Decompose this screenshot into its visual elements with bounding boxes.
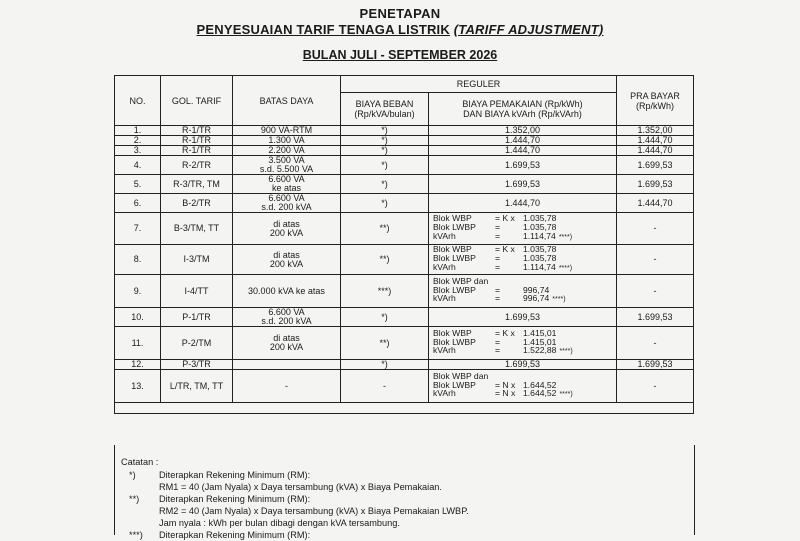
blok-label: Blok WBP xyxy=(433,327,472,338)
note-text: Diterapkan Rekening Minimum (RM): xyxy=(159,470,311,480)
cell-no: 11. xyxy=(115,327,161,360)
blok-operator: = xyxy=(495,345,501,356)
note-text: Diterapkan Rekening Minimum (RM): xyxy=(159,494,311,504)
cell-no: 5. xyxy=(115,175,161,194)
cell-gol-tarif: P-3/TR xyxy=(161,360,233,370)
blok-spacer xyxy=(509,338,523,347)
cell-gol-tarif: P-2/TM xyxy=(161,327,233,360)
blok-operator: = N x xyxy=(495,379,516,390)
cell-pra-bayar: - xyxy=(617,327,694,360)
blok-note-mark: ****) xyxy=(559,391,573,399)
notes-heading: Catatan : xyxy=(121,457,159,467)
batas-daya-line: 200 kVA xyxy=(269,342,304,352)
header-pra-bayar-unit: (Rp/kWh) xyxy=(636,100,675,111)
header-gol-tarif: GOL. TARIF xyxy=(161,76,233,126)
table-row xyxy=(115,327,694,360)
blok-value: 1.035,78 xyxy=(523,213,557,224)
batas-daya-line: 200 kVA xyxy=(269,227,304,238)
blok-value: 1.035,78 xyxy=(523,253,557,264)
blok-value: 1.035,78 xyxy=(523,244,557,255)
batas-daya-line: 6.600 VA xyxy=(268,307,305,317)
table-row xyxy=(115,308,694,327)
batas-daya-line: di atas xyxy=(273,249,300,260)
batas-daya-line: di atas xyxy=(273,333,300,343)
blok-note-mark: ****) xyxy=(552,296,566,304)
blok-operator: = xyxy=(495,284,501,295)
cell-pra-bayar: - xyxy=(617,245,694,275)
note-line xyxy=(129,494,311,505)
blok-label: Blok WBP dan xyxy=(433,275,489,286)
cell-gol-tarif: I-3/TM xyxy=(161,245,233,275)
blok-value: 1.644,52 xyxy=(523,379,557,390)
cell-no: 4. xyxy=(115,156,161,175)
cell-biaya-beban: *) xyxy=(341,308,429,327)
batas-daya-line: 6.600 VA xyxy=(268,193,305,203)
blok-value: 1.522,88 ****) xyxy=(523,345,573,356)
cell-biaya-beban: *) xyxy=(341,126,429,136)
cell-batas-daya xyxy=(233,136,341,146)
cell-no: 1. xyxy=(115,126,161,136)
cell-biaya-beban: ***) xyxy=(341,275,429,308)
blok-operator: = xyxy=(495,293,501,304)
batas-daya-line: ke atas xyxy=(271,183,302,193)
blok-operator: = xyxy=(495,230,501,241)
blok-label: Blok LWBP xyxy=(433,336,476,347)
cell-biaya-pemakaian: 1.444,70 xyxy=(429,194,617,213)
blok-value: 1.415,01 xyxy=(523,336,557,347)
blok-line xyxy=(431,389,614,400)
cell-batas-daya xyxy=(233,308,341,327)
notes-section xyxy=(114,445,695,540)
batas-daya-line: s.d. 200 kVA xyxy=(261,202,312,212)
blok-label: Blok WBP xyxy=(433,213,472,224)
cell-pra-bayar: 1.444,70 xyxy=(617,146,694,156)
doc-period xyxy=(0,48,800,62)
blok-operator: = K x xyxy=(495,213,515,224)
batas-daya-line: 30.000 kVA ke atas xyxy=(248,285,325,296)
blok-value: 1.415,01 xyxy=(523,327,557,338)
cell-batas-daya xyxy=(233,245,341,275)
cell-batas-daya xyxy=(233,194,341,213)
blok-spacer xyxy=(509,329,523,338)
blok-spacer xyxy=(509,346,523,357)
cell-biaya-pemakaian: 1.444,70 xyxy=(429,136,617,146)
cell-biaya-beban: *) xyxy=(341,136,429,146)
blok-spacer xyxy=(509,277,523,286)
blok-operator: = xyxy=(495,253,501,264)
cell-biaya-beban: *) xyxy=(341,156,429,175)
batas-daya-line: 3.500 VA xyxy=(268,155,305,165)
batas-daya-line: s.d. 200 kVA xyxy=(261,316,312,326)
cell-gol-tarif: L/TR, TM, TT xyxy=(161,370,233,403)
cell-batas-daya xyxy=(233,360,341,370)
cell-pra-bayar: 1.444,70 xyxy=(617,136,694,146)
cell-no: 2. xyxy=(115,136,161,146)
cell-batas-daya xyxy=(233,213,341,245)
blok-spacer xyxy=(509,214,523,223)
batas-daya-line: - xyxy=(285,380,288,391)
note-line xyxy=(129,530,311,541)
blok-line xyxy=(431,346,614,357)
blok-label: kVArh xyxy=(433,388,456,399)
cell-gol-tarif: B-2/TR xyxy=(161,194,233,213)
cell-biaya-pemakaian: 1.444,70 xyxy=(429,146,617,156)
blok-spacer xyxy=(509,294,523,305)
period-text: BULAN JULI - SEPTEMBER 2026 xyxy=(302,48,498,62)
cell-biaya-pemakaian: 1.699,53 xyxy=(429,175,617,194)
blok-spacer xyxy=(509,245,523,254)
cell-pra-bayar: - xyxy=(617,370,694,403)
blok-label: Blok LWBP xyxy=(433,253,476,264)
blok-line xyxy=(431,294,614,305)
note-mark: *) xyxy=(129,470,136,480)
batas-daya-line: di atas xyxy=(273,218,300,229)
cell-biaya-pemakaian-blok xyxy=(429,245,617,275)
cell-pra-bayar: - xyxy=(617,213,694,245)
blok-operator: = xyxy=(495,261,501,272)
blok-line xyxy=(431,232,614,243)
table-row xyxy=(115,126,694,136)
cell-gol-tarif: R-1/TR xyxy=(161,146,233,156)
cell-no: 13. xyxy=(115,370,161,403)
table-row xyxy=(115,156,694,175)
blok-spacer xyxy=(509,389,523,400)
header-no: NO. xyxy=(115,76,161,126)
cell-gol-tarif: P-1/TR xyxy=(161,308,233,327)
blok-value: 1.114,74 ****) xyxy=(523,230,573,241)
header-pra-bayar-label: PRA BAYAR xyxy=(630,90,680,101)
cell-no: 6. xyxy=(115,194,161,213)
cell-batas-daya xyxy=(233,327,341,360)
cell-biaya-beban: *) xyxy=(341,146,429,156)
blok-spacer xyxy=(509,223,523,232)
cell-no: 3. xyxy=(115,146,161,156)
blok-spacer xyxy=(509,286,523,295)
header-biaya-beban xyxy=(341,93,429,126)
blok-value: 1.644,52 ****) xyxy=(523,388,573,399)
blok-value: 996,74 ****) xyxy=(523,293,566,304)
blank-cell xyxy=(115,403,694,414)
header-biaya-beban-unit: (Rp/kVA/bulan) xyxy=(354,109,415,119)
table-row xyxy=(115,245,694,275)
header-pra-bayar xyxy=(617,76,694,126)
cell-gol-tarif: R-1/TR xyxy=(161,136,233,146)
table-row xyxy=(115,370,694,403)
cell-no: 8. xyxy=(115,245,161,275)
cell-batas-daya xyxy=(233,275,341,308)
cell-batas-daya xyxy=(233,175,341,194)
table-row xyxy=(115,275,694,308)
table-row xyxy=(115,360,694,370)
cell-biaya-pemakaian-blok xyxy=(429,370,617,403)
batas-daya-line: 6.600 VA xyxy=(268,174,305,184)
cell-biaya-beban: **) xyxy=(341,245,429,275)
table-row xyxy=(115,175,694,194)
doc-subtitle xyxy=(0,22,800,37)
blok-spacer xyxy=(509,232,523,243)
blok-operator: = K x xyxy=(495,244,515,255)
cell-gol-tarif: R-2/TR xyxy=(161,156,233,175)
blok-value: 1.035,78 xyxy=(523,222,557,233)
blok-spacer xyxy=(509,263,523,274)
blok-operator: = K x xyxy=(495,327,515,338)
cell-pra-bayar: 1.444,70 xyxy=(617,194,694,213)
cell-pra-bayar: - xyxy=(617,275,694,308)
note-text: Jam nyala : kWh per bulan dibagi dengan kVA tersambung. xyxy=(159,518,400,528)
cell-biaya-pemakaian: 1.699,53 xyxy=(429,156,617,175)
cell-biaya-beban: *) xyxy=(341,360,429,370)
blok-note-mark: ****) xyxy=(558,264,573,272)
cell-biaya-beban: **) xyxy=(341,327,429,360)
cell-biaya-beban: - xyxy=(341,370,429,403)
table-row xyxy=(115,213,694,245)
blok-label: Blok LWBP xyxy=(433,379,476,390)
note-mark: ***) xyxy=(129,530,143,540)
cell-batas-daya xyxy=(233,146,341,156)
note-mark: **) xyxy=(129,494,140,504)
cell-biaya-pemakaian: 1.352,00 xyxy=(429,126,617,136)
note-text: RM2 = 40 (Jam Nyala) x Daya tersambung (kVA) x Biaya Pemakaian LWBP. xyxy=(159,506,469,516)
blok-operator: = xyxy=(495,336,501,347)
blok-spacer xyxy=(509,254,523,263)
header-biaya-pemakaian-label: BIAYA PEMAKAIAN (Rp/kWh) xyxy=(462,99,583,109)
header-reguler: REGULER xyxy=(341,76,617,93)
cell-biaya-beban: **) xyxy=(341,213,429,245)
blok-label: kVArh xyxy=(433,345,456,356)
table-row xyxy=(115,194,694,213)
batas-daya-line: 900 VA-RTM xyxy=(260,125,313,135)
cell-batas-daya xyxy=(233,156,341,175)
blok-value: 1.114,74 ****) xyxy=(523,261,573,272)
batas-daya-line: 1.300 VA xyxy=(268,135,305,145)
batas-daya-line: 2.200 VA xyxy=(268,145,305,155)
blok-note-mark: ****) xyxy=(558,233,573,241)
blok-operator: = N x xyxy=(495,388,516,399)
blok-label: kVArh xyxy=(433,230,456,241)
cell-no: 10. xyxy=(115,308,161,327)
header-biaya-pemakaian-label-2: DAN BIAYA kVArh (Rp/kVArh) xyxy=(463,109,582,119)
blok-label: Blok WBP xyxy=(433,244,472,255)
header-batas-daya: BATAS DAYA xyxy=(233,76,341,126)
cell-pra-bayar: 1.699,53 xyxy=(617,308,694,327)
blok-label: Blok WBP dan xyxy=(433,370,489,381)
table-row xyxy=(115,136,694,146)
cell-biaya-beban: *) xyxy=(341,194,429,213)
doc-title: PENETAPAN xyxy=(359,6,441,21)
cell-gol-tarif: I-4/TT xyxy=(161,275,233,308)
table-row xyxy=(115,146,694,156)
blok-label: kVArh xyxy=(433,261,456,272)
blok-label: Blok LWBP xyxy=(433,284,476,295)
blok-value: 996,74 xyxy=(523,284,550,295)
cell-gol-tarif: B-3/TM, TT xyxy=(161,213,233,245)
blok-note-mark: ****) xyxy=(559,348,573,356)
cell-biaya-pemakaian: 1.699,53 xyxy=(429,308,617,327)
note-text: RM1 = 40 (Jam Nyala) x Daya tersambung (kVA) x Biaya Pemakaian. xyxy=(159,482,442,492)
cell-batas-daya xyxy=(233,126,341,136)
table-row-blank xyxy=(115,403,694,414)
cell-no: 7. xyxy=(115,213,161,245)
blok-line xyxy=(431,263,614,274)
cell-biaya-pemakaian-blok xyxy=(429,275,617,308)
cell-gol-tarif: R-3/TR, TM xyxy=(161,175,233,194)
cell-pra-bayar: 1.699,53 xyxy=(617,360,694,370)
header-biaya-beban-label: BIAYA BEBAN xyxy=(355,99,414,109)
note-text: Diterapkan Rekening Minimum (RM): xyxy=(159,530,311,540)
cell-no: 9. xyxy=(115,275,161,308)
batas-daya-line: s.d. 5.500 VA xyxy=(259,164,314,174)
blok-label: Blok LWBP xyxy=(433,222,476,233)
cell-biaya-beban: *) xyxy=(341,175,429,194)
cell-batas-daya xyxy=(233,370,341,403)
header-biaya-pemakaian xyxy=(429,93,617,126)
batas-daya-line: 200 kVA xyxy=(269,258,304,269)
cell-no: 12. xyxy=(115,360,161,370)
cell-pra-bayar: 1.352,00 xyxy=(617,126,694,136)
cell-pra-bayar: 1.699,53 xyxy=(617,156,694,175)
cell-gol-tarif: R-1/TR xyxy=(161,126,233,136)
blok-label: kVArh xyxy=(433,293,456,304)
cell-biaya-pemakaian-blok xyxy=(429,327,617,360)
note-line xyxy=(129,470,311,481)
cell-biaya-pemakaian: 1.699,53 xyxy=(429,360,617,370)
doc-subtitle-id: PENYESUAIAN TARIF TENAGA LISTRIK xyxy=(196,22,450,37)
cell-biaya-pemakaian-blok xyxy=(429,213,617,245)
doc-subtitle-en: (TARIFF ADJUSTMENT) xyxy=(453,22,604,37)
tariff-table xyxy=(114,75,694,414)
blok-operator: = xyxy=(495,222,501,233)
cell-pra-bayar: 1.699,53 xyxy=(617,175,694,194)
